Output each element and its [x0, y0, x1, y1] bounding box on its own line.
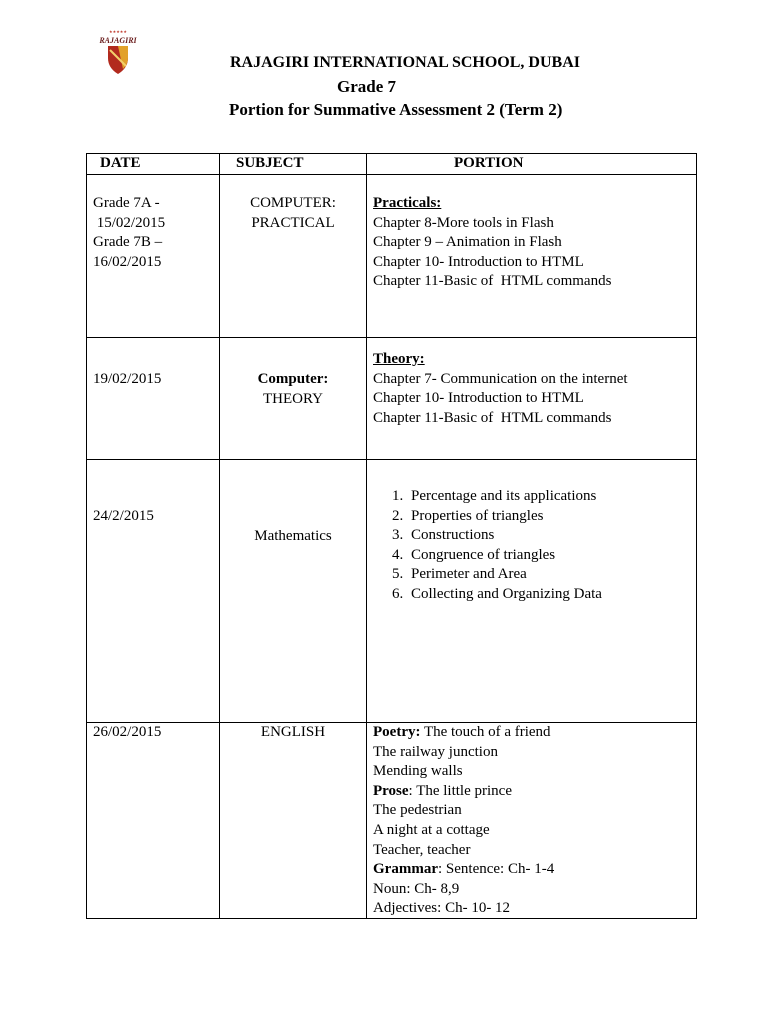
column-header-subject: SUBJECT — [236, 155, 304, 171]
list-item: 5. Perimeter and Area — [407, 565, 693, 585]
list-item: 3. Constructions — [407, 526, 693, 546]
svg-text:★★★★★: ★★★★★ — [109, 29, 127, 34]
assessment-title: Portion for Summative Assessment 2 (Term 2) — [229, 100, 563, 119]
column-header-portion: PORTION — [454, 155, 524, 171]
portion-table — [86, 153, 697, 919]
row-4-portion: Poetry: The touch of a friend The railway junction Mending walls Prose: The little prince The pedestrian A night at a cottage Teacher, teacher Grammar: Sentence: Ch- 1-4 Noun: Ch- 8,9 Adjectives: Ch- 10- 12 — [373, 724, 555, 917]
row-3-date: 24/2/2015 — [93, 508, 154, 524]
column-header-date: DATE — [100, 155, 141, 171]
row-2-subject: Computer: THEORY — [257, 371, 329, 407]
list-item: 4. Congruence of triangles — [407, 546, 693, 566]
list-item: 2. Properties of triangles — [407, 507, 693, 527]
row-2-date: 19/02/2015 — [93, 371, 162, 387]
row-3-subject: Mathematics — [254, 528, 332, 544]
row-4-subject: ENGLISH — [260, 724, 326, 740]
row-3-portion — [373, 487, 693, 605]
row-2-portion: Theory: Chapter 7- Communication on the internet Chapter 10- Introduction to HTML Chapter 11-Basic of HTML commands — [373, 351, 628, 426]
list-item: 1. Percentage and its applications — [407, 487, 693, 507]
row-1-portion: Practicals: Chapter 8-More tools in Flash Chapter 9 – Animation in Flash Chapter 10- Introduction to HTML Chapter 11-Basic of HTML commands — [373, 195, 612, 290]
school-name: RAJAGIRI INTERNATIONAL SCHOOL, DUBAI — [230, 54, 580, 71]
row-1-date: Grade 7A - 15/02/2015 Grade 7B – 16/02/2015 — [93, 195, 166, 270]
grade-title: Grade 7 — [337, 77, 397, 96]
row-4-date: 26/02/2015 — [93, 724, 162, 740]
row-1-subject: COMPUTER: PRACTICAL — [250, 195, 336, 231]
list-item: 6. Collecting and Organizing Data — [407, 585, 693, 605]
math-topics-list — [373, 487, 693, 605]
svg-text:RAJAGIRI: RAJAGIRI — [99, 36, 137, 45]
